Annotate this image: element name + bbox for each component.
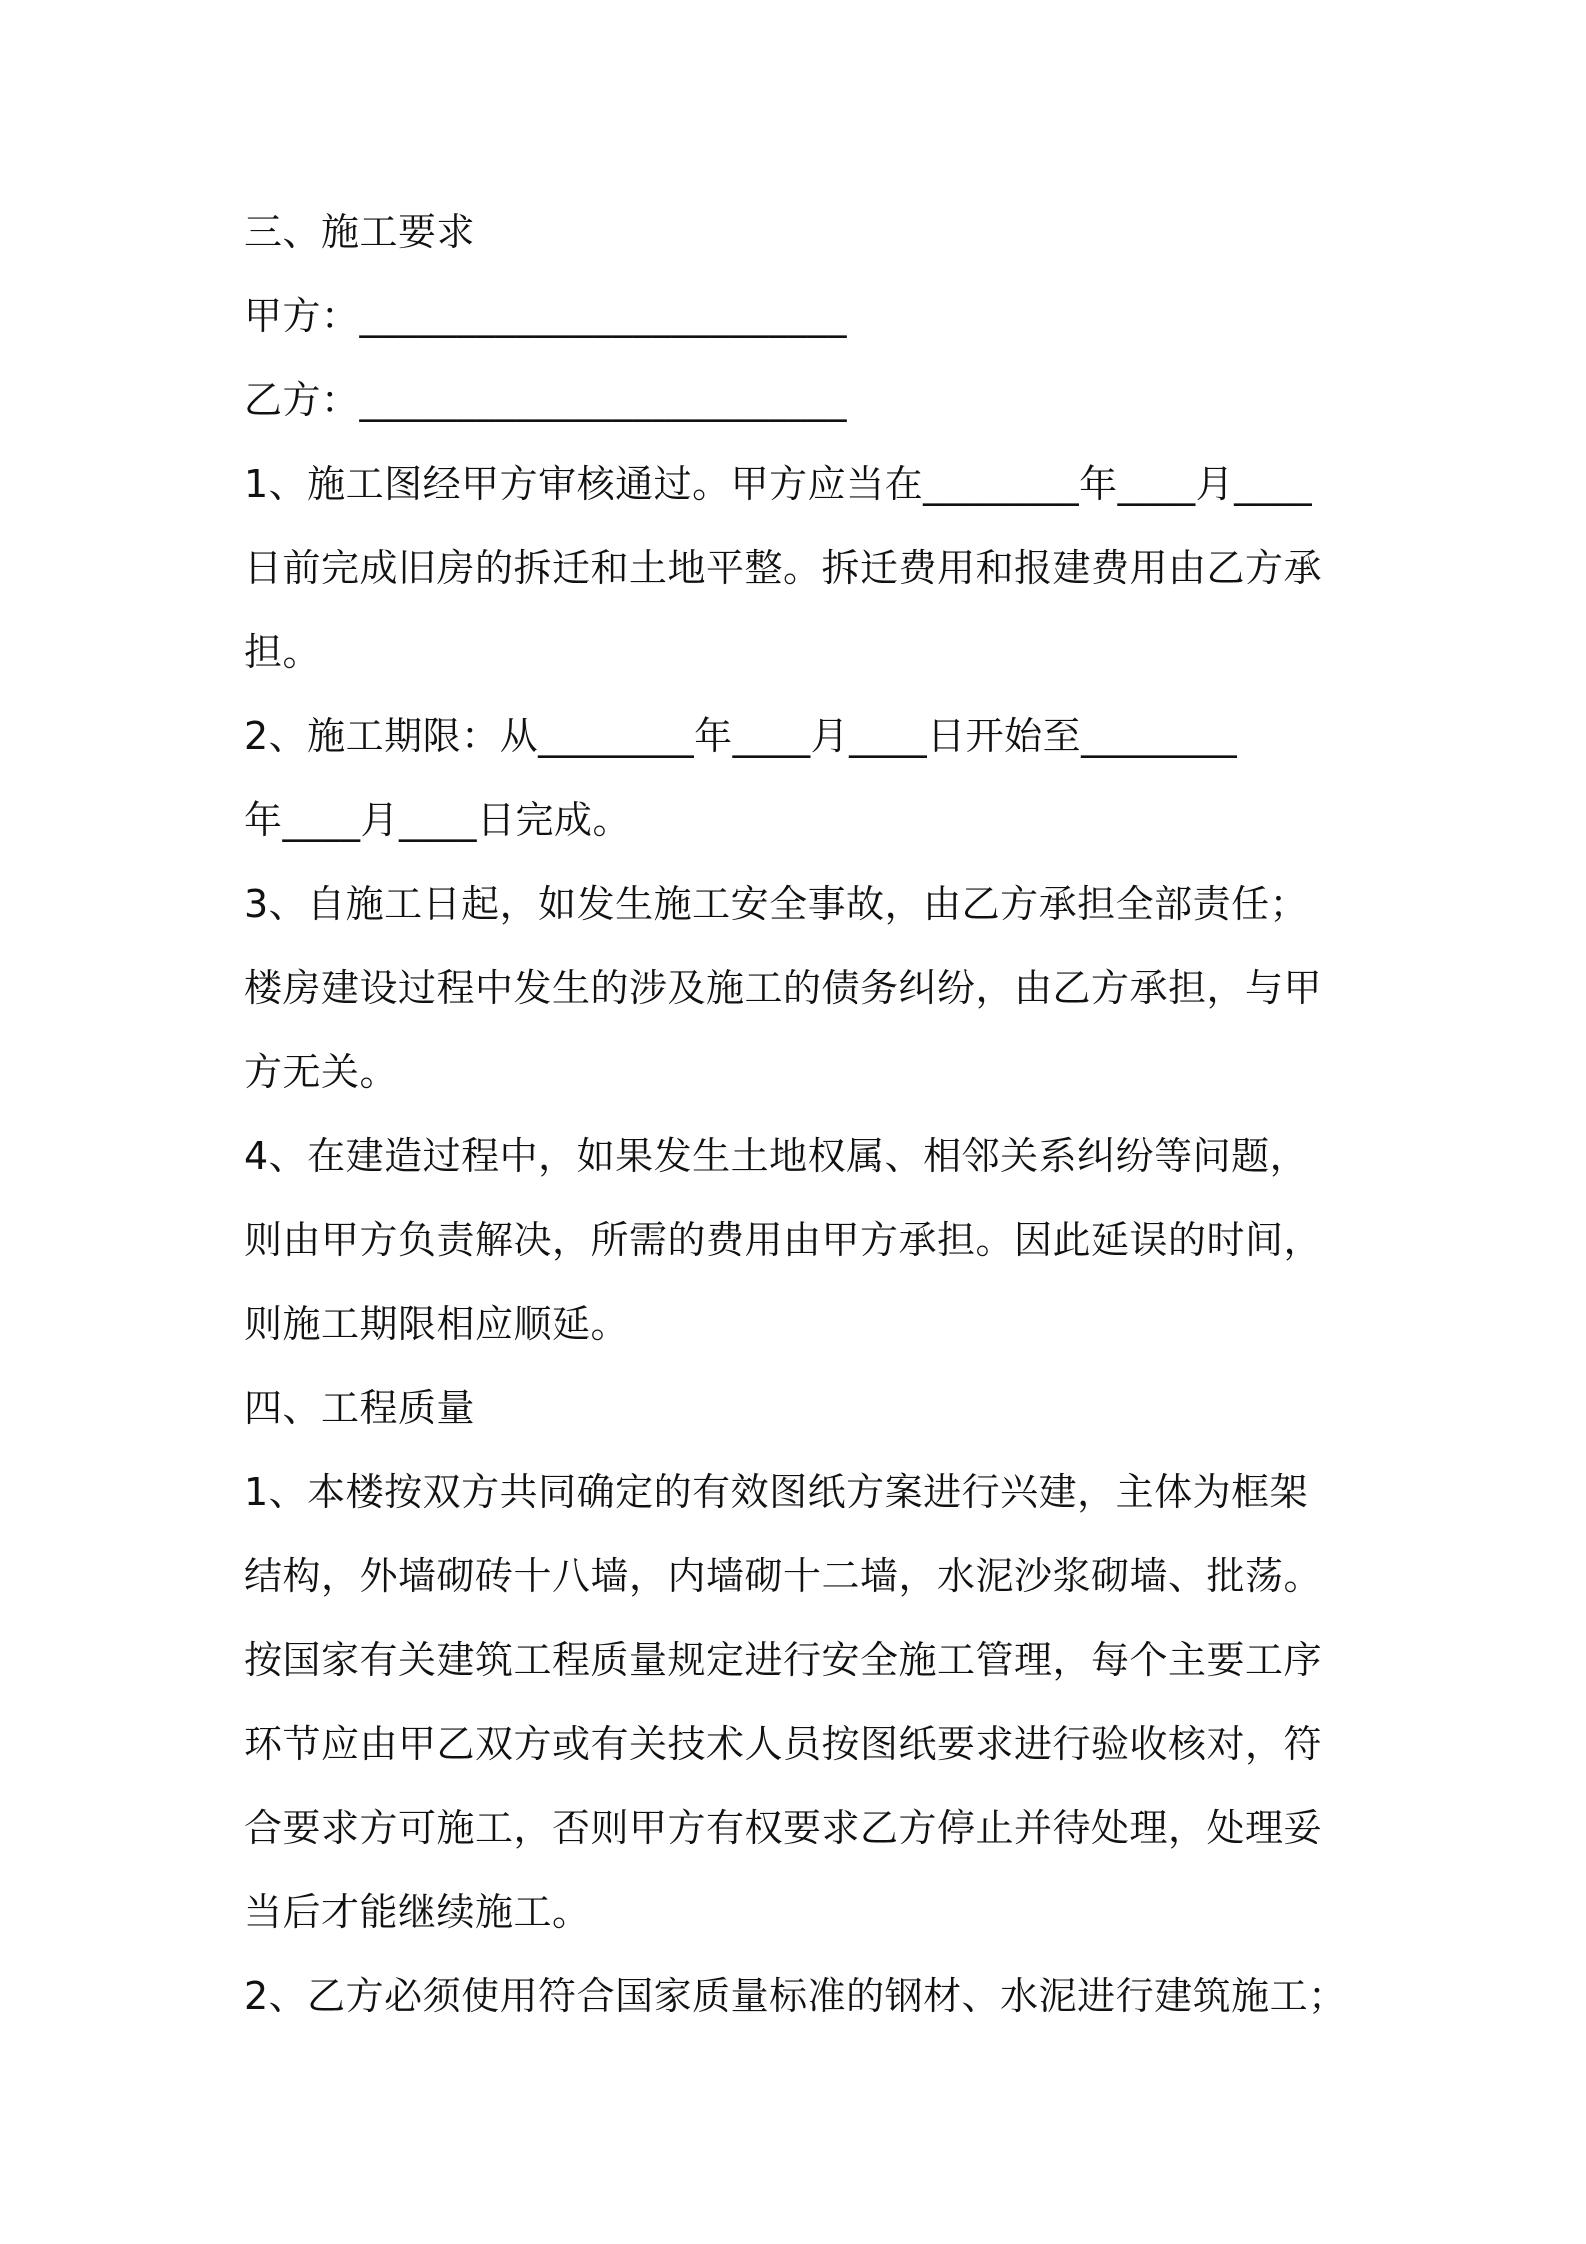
text-line: 环节应由甲乙双方或有关技术人员按图纸要求进行验收核对，符 bbox=[244, 1722, 1323, 1766]
text-line: 1、施工图经甲方审核通过。甲方应当在________年____月____ bbox=[244, 462, 1313, 506]
section-heading-construction-requirements: 三、施工要求 bbox=[244, 210, 476, 254]
text-line: 则由甲方负责解决，所需的费用由甲方承担。因此延误的时间， bbox=[244, 1218, 1323, 1262]
text-line: 4、在建造过程中，如果发生土地权属、相邻关系纠纷等问题， bbox=[244, 1134, 1309, 1178]
text-line: 1、本楼按双方共同确定的有效图纸方案进行兴建，主体为框架 bbox=[244, 1470, 1309, 1514]
text-line: 担。 bbox=[244, 630, 322, 674]
text-line: 2、施工期限：从________年____月____日开始至________ bbox=[244, 714, 1238, 758]
text-line: 结构，外墙砌砖十八墙，内墙砌十二墙，水泥沙浆砌墙、批荡。 bbox=[244, 1554, 1323, 1598]
text-line: 楼房建设过程中发生的涉及施工的债务纠纷，由乙方承担，与甲 bbox=[244, 966, 1323, 1010]
text-line: 方无关。 bbox=[244, 1050, 399, 1094]
text-line: 2、乙方必须使用符合国家质量标准的钢材、水泥进行建筑施工； bbox=[244, 1974, 1347, 2018]
text-line: 日前完成旧房的拆迁和土地平整。拆迁费用和报建费用由乙方承 bbox=[244, 546, 1323, 590]
party-a-line: 甲方：_________________________ bbox=[244, 294, 848, 338]
text-line: 则施工期限相应顺延。 bbox=[244, 1302, 630, 1346]
text-line: 3、自施工日起，如发生施工安全事故，由乙方承担全部责任； bbox=[244, 882, 1309, 926]
party-b-line: 乙方：_________________________ bbox=[244, 378, 848, 422]
text-line: 年____月____日完成。 bbox=[244, 798, 632, 842]
text-line: 当后才能继续施工。 bbox=[244, 1890, 591, 1934]
text-line: 按国家有关建筑工程质量规定进行安全施工管理，每个主要工序 bbox=[244, 1638, 1323, 1682]
text-line: 合要求方可施工，否则甲方有权要求乙方停止并待处理，处理妥 bbox=[244, 1806, 1323, 1850]
section-heading-project-quality: 四、工程质量 bbox=[244, 1386, 476, 1430]
document-body bbox=[244, 190, 1360, 2038]
